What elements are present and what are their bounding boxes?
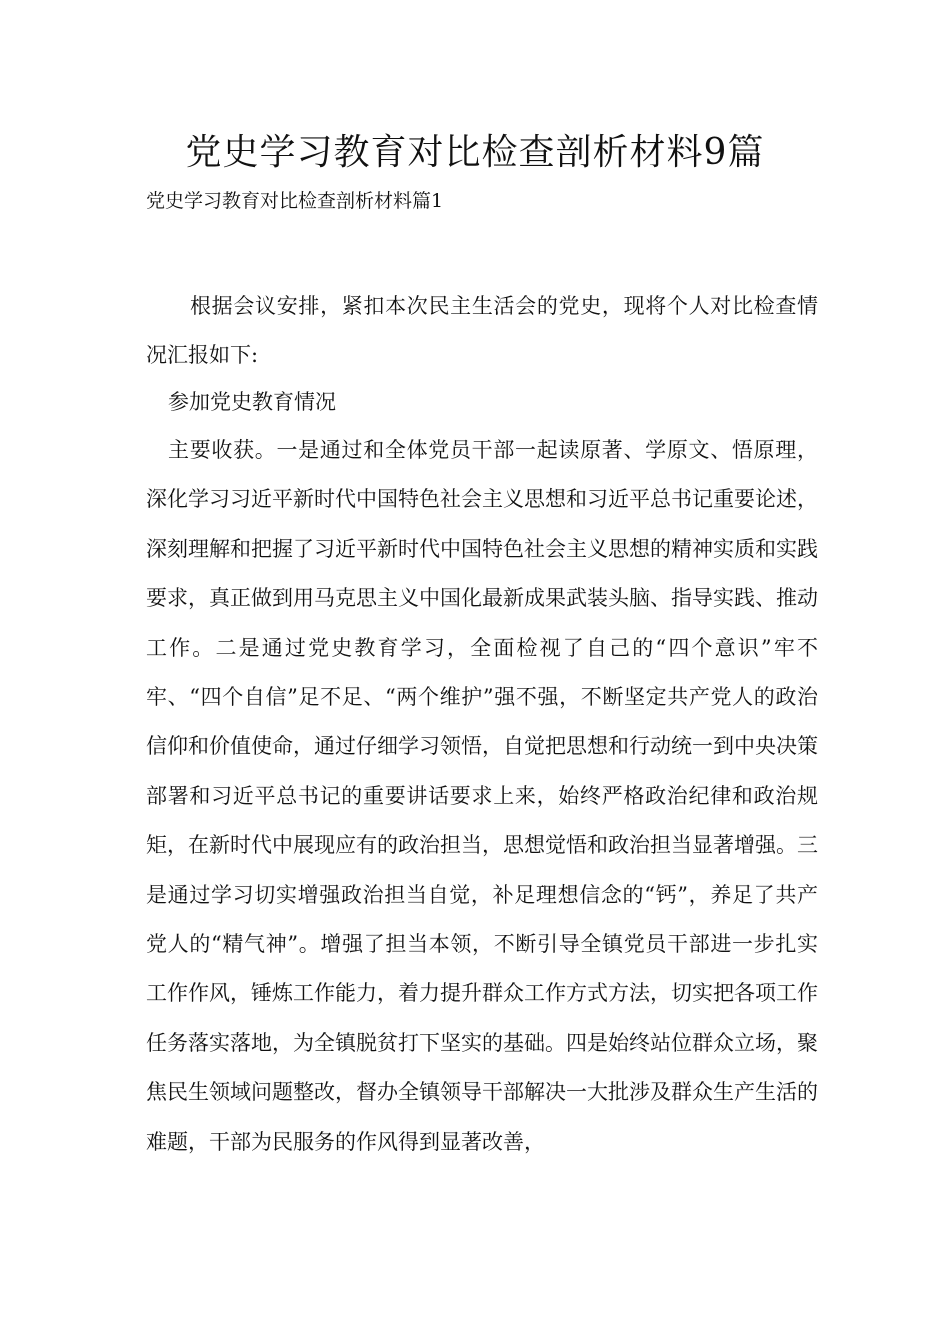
paragraph-main-gains: 主要收获。一是通过和全体党员干部一起读原著、学原文、悟原理，深化学习习近平新时代中国特色社会主义思想和习近平总书记重要论述，深刻理解和把握了习近平新时代中国特色社会主义思想的精神实质和实践要求，真正做到用马克思主义中国化最新成果武装头脑、指导实践、推动工作。二是通过党史教育学习，全面检视了自己的“四个意识”牢不牢、“四个自信”足不足、“两个维护”强不强，不断坚定共产党人的政治信仰和价值使命，通过仔细学习领悟，自觉把思想和行动统一到中央决策部署和习近平总书记的重要讲话要求上来，始终严格政治纪律和政治规矩，在新时代中展现应有的政治担当，思想觉悟和政治担当显著增强。三是通过学习切实增强政治担当自觉，补足理想信念的“钙”，养足了共产党人的“精气神”。增强了担当本领，不断引导全镇党员干部进一步扎实工作作风，锤炼工作能力，着力提升群众工作方式方法，切实把各项工作任务落实落地，为全镇脱贫打下坚实的基础。四是始终站位群众立场，聚焦民生领域问题整改，督办全镇领导干部解决一大批涉及群众生产生活的难题，干部为民服务的作风得到显著改善， <box>146 438 818 1154</box>
paragraph-intro: 根据会议安排，紧扣本次民主生活会的党史，现将个人对比检查情况汇报如下: <box>146 294 818 368</box>
section-heading: 参加党史教育情况 <box>168 390 336 414</box>
document-subtitle: 党史学习教育对比检查剖析材料篇1 <box>146 190 444 212</box>
document-title: 党史学习教育对比检查剖析材料9篇 <box>185 132 765 173</box>
